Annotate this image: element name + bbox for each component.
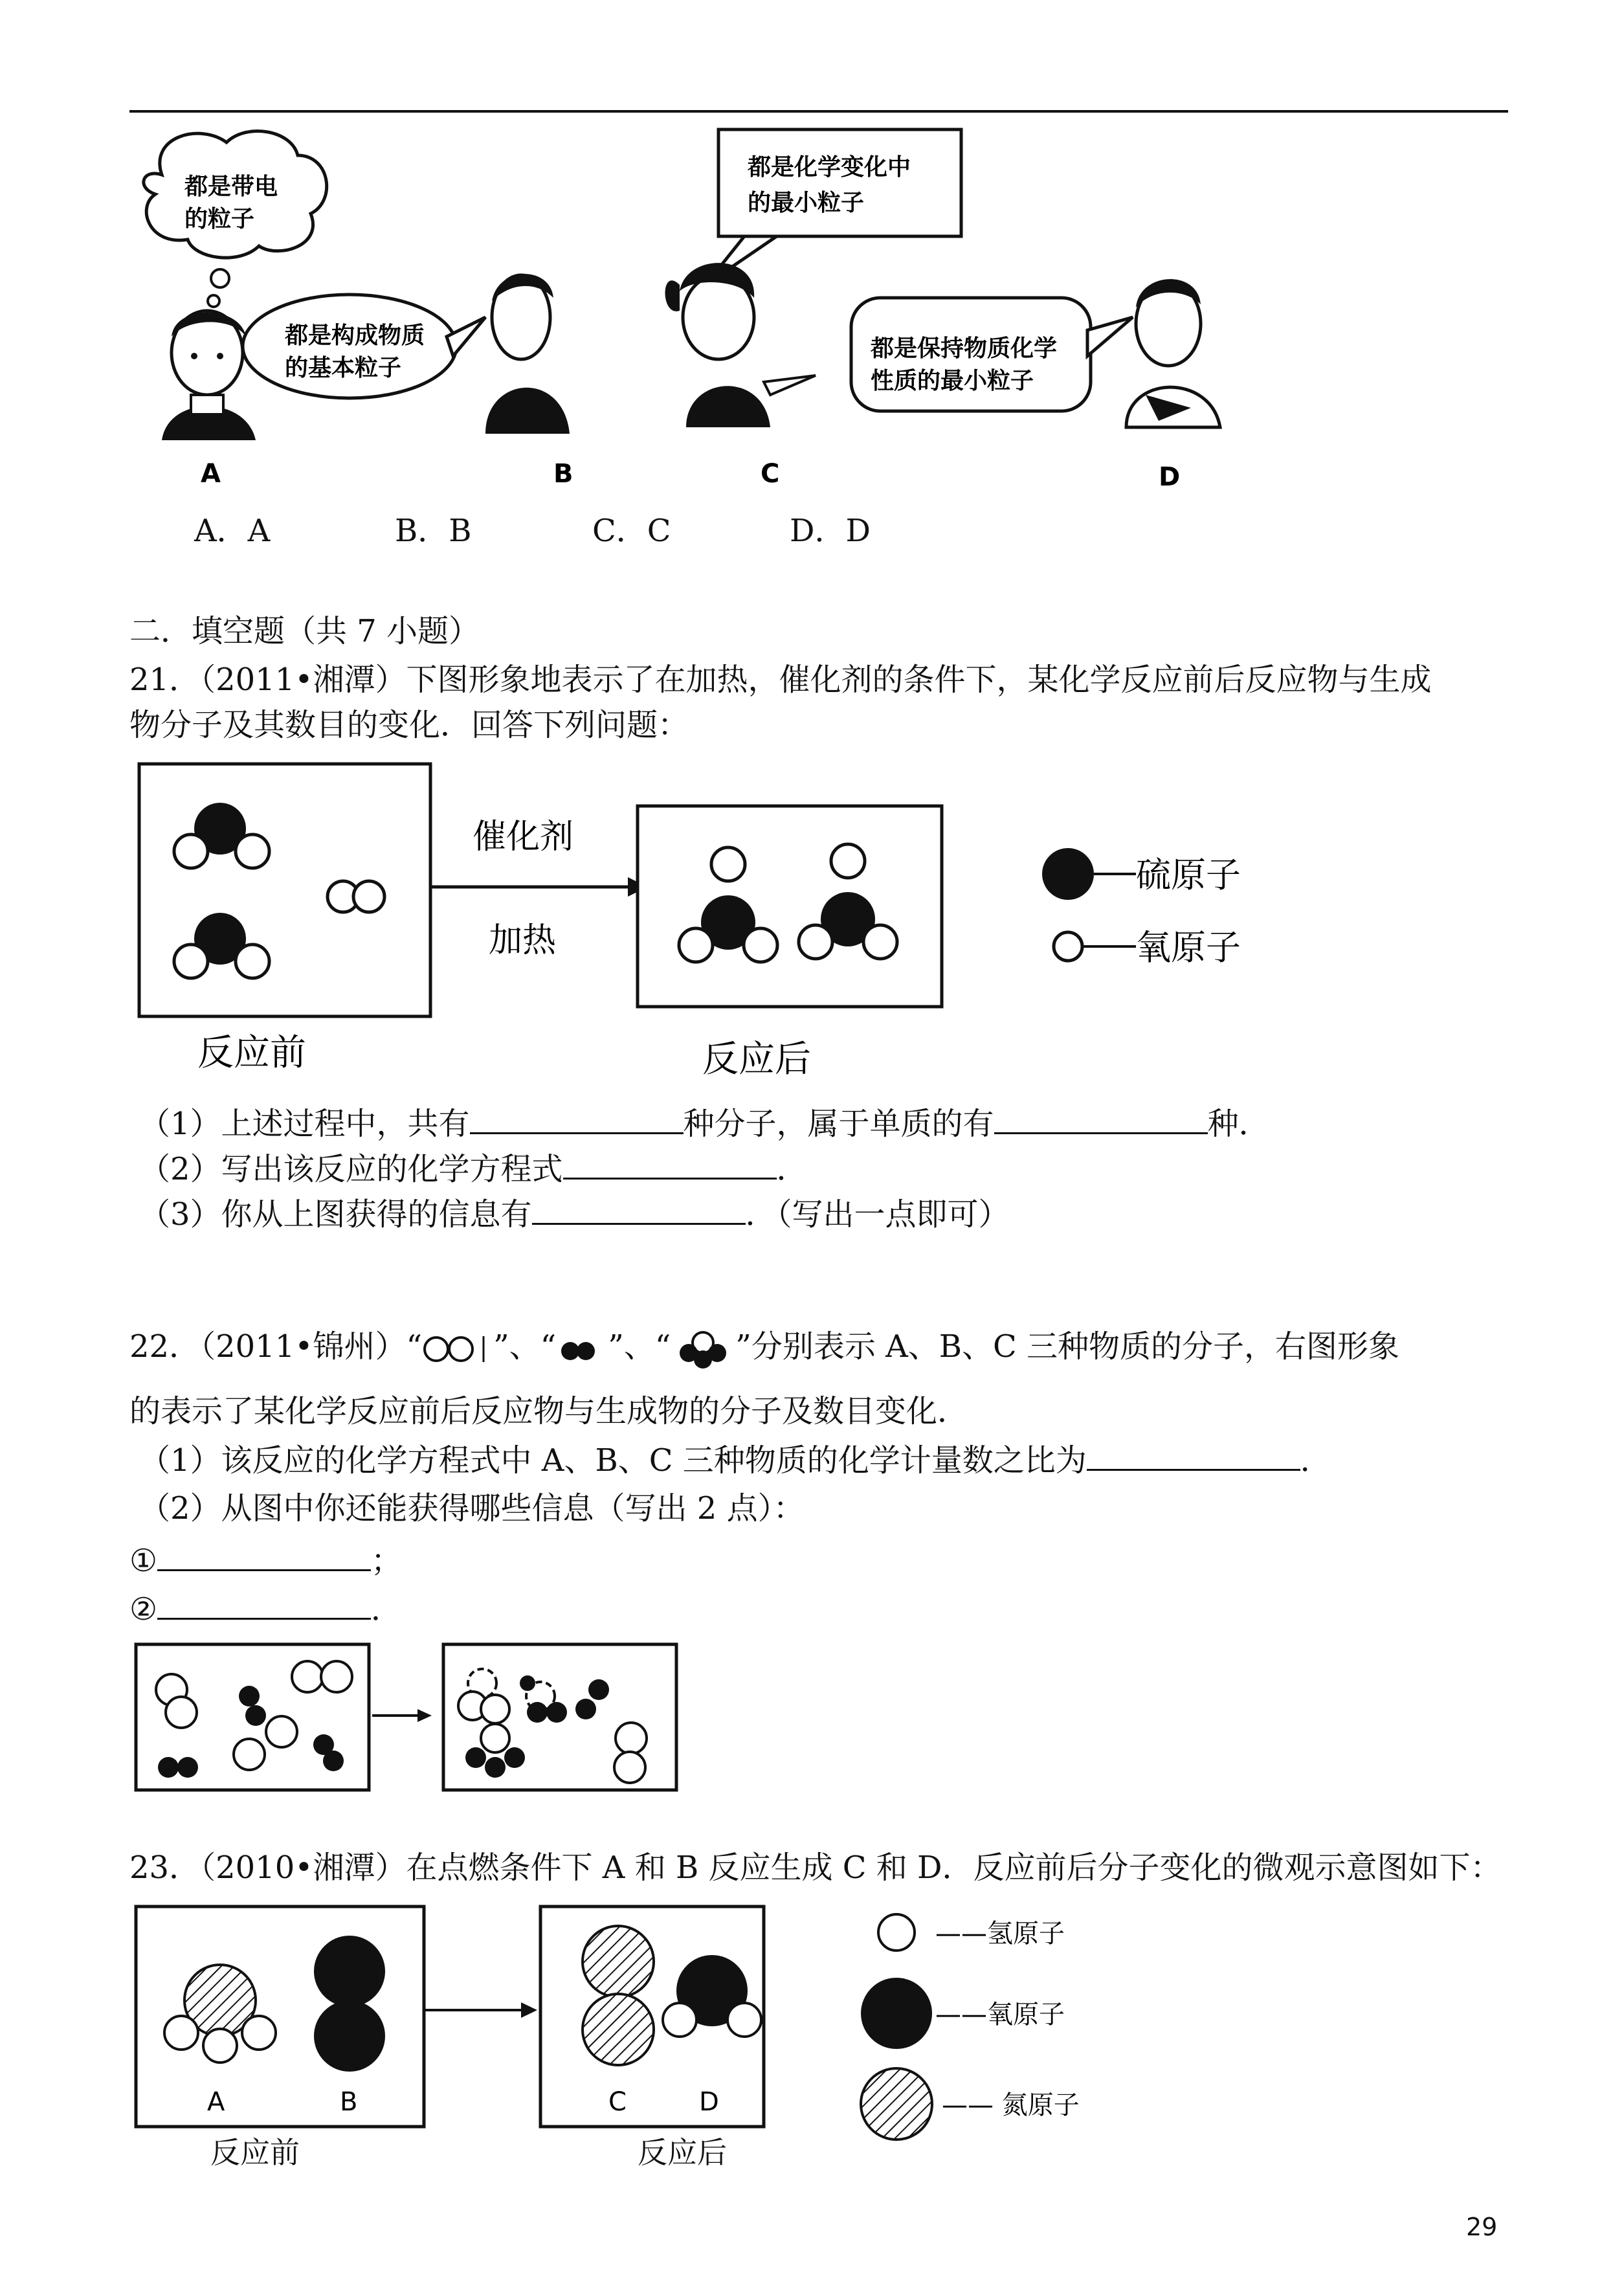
q21-part2: （2）写出该反应的化学方程式 ． (139, 1149, 808, 1189)
q21-blank-4[interactable] (532, 1194, 746, 1225)
page-number: 29 (1466, 2213, 1498, 2241)
cartoon-letter-d: D (1159, 462, 1181, 492)
q22-molecule-c-icon (671, 1330, 735, 1369)
q21-heat-label: 加热 (489, 921, 557, 960)
q23-figure (129, 1903, 1165, 2169)
bubble-d (851, 298, 1133, 411)
q22-stem-line1: 22．（2011•锦州）“ ”、“ ”、“ ”分别表示 A、B、C 三种物质的分子，右图形象 (129, 1327, 1399, 1369)
q23-label-b: B (340, 2087, 358, 2117)
q21-after-box (638, 806, 942, 1007)
cartoon-letter-b: B (553, 459, 573, 489)
q22-item2: ② ． (129, 1589, 402, 1629)
q22-stem-line2: 的表示了某化学反应前后反应物与生成物的分子及数目变化． (129, 1393, 969, 1429)
q21-blank-3[interactable] (563, 1149, 777, 1180)
person-b (485, 274, 570, 434)
q21-legend-oxygen: 氧原子 (1136, 927, 1241, 968)
header-rule (129, 110, 1508, 113)
q22-blank-2[interactable] (157, 1541, 371, 1571)
bubble-c-line1: 都是化学变化中 (748, 154, 911, 181)
q22-part1: （1）该反应的化学方程式中 A、B、C 三种物质的化学计量数之比为 ． (139, 1440, 1331, 1480)
bubble-b (243, 295, 485, 398)
cartoon-letter-a: A (201, 459, 221, 489)
q21-stem-line2: 物分子及其数目的变化．回答下列问题： (129, 707, 689, 743)
q20-option-c: C．C (592, 513, 671, 549)
bubble-a-line2: 的粒子 (184, 206, 255, 232)
bubble-b-line1: 都是构成物质 (285, 322, 425, 349)
bubble-a (144, 131, 327, 307)
bubble-c-line2: 的最小粒子 (748, 190, 865, 216)
person-a (162, 311, 256, 440)
q21-part3: （3）你从上图获得的信息有 ．（写出一点即可） (139, 1194, 1010, 1234)
q20-option-a: A．A (194, 513, 271, 549)
q20-option-b: B．B (395, 513, 472, 549)
bubble-d-line2: 性质的最小粒子 (871, 368, 1034, 394)
q22-item1: ① ； (129, 1541, 402, 1580)
bubble-d-line1: 都是保持物质化学 (871, 335, 1058, 362)
q23-legend-nitrogen: —— 氮原子 (942, 2090, 1080, 2120)
person-c (665, 263, 816, 427)
q23-before-label: 反应前 (210, 2135, 300, 2170)
bubble-b-line2: 的基本粒子 (285, 355, 402, 381)
q21-legend-sulfur: 硫原子 (1136, 855, 1241, 895)
bubble-c (706, 129, 961, 285)
q23-label-a: A (207, 2087, 225, 2117)
q22-part2: （2）从图中你还能获得哪些信息（写出 2 点）： (139, 1490, 805, 1527)
q21-stem-line1: 21．（2011•湘潭）下图形象地表示了在加热，催化剂的条件下，某化学反应前后反应物与生成 (129, 662, 1432, 698)
q21-after-label: 反应后 (702, 1038, 811, 1080)
q21-before-label: 反应前 (197, 1032, 306, 1074)
section2-title: 二．填空题（共 7 小题） (129, 613, 480, 649)
q20-option-d: D．D (790, 513, 871, 549)
q21-figure (129, 757, 1295, 1094)
q21-blank-1[interactable] (470, 1104, 684, 1134)
q23-stem: 23．（2010•湘潭）在点燃条件下 A 和 B 反应生成 C 和 D．反应前后分子变化的微观示意图如下： (129, 1850, 1502, 1886)
q22-molecule-a-icon (422, 1333, 493, 1365)
cartoon-figure (123, 123, 1236, 511)
cartoon-letter-c: C (761, 459, 780, 489)
q21-before-box (139, 764, 430, 1016)
person-d (1126, 279, 1220, 427)
q23-legend-hydrogen: ——氢原子 (935, 1919, 1065, 1949)
bubble-a-line1: 都是带电 (184, 173, 278, 200)
q22-blank-1[interactable] (1087, 1440, 1300, 1471)
q22-blank-3[interactable] (157, 1589, 371, 1620)
q23-label-d: D (699, 2087, 719, 2117)
q22-figure (133, 1641, 683, 1796)
q21-blank-2[interactable] (994, 1104, 1208, 1134)
q23-after-label: 反应后 (638, 2135, 727, 2170)
q23-legend-oxygen: ——氧原子 (935, 2000, 1065, 2030)
q21-catalyst-label: 催化剂 (473, 818, 574, 856)
q22-molecule-b-icon (556, 1333, 608, 1365)
q23-label-c: C (608, 2087, 627, 2117)
q21-part1: （1）上述过程中，共有 种分子，属于单质的有 种． (139, 1104, 1270, 1143)
